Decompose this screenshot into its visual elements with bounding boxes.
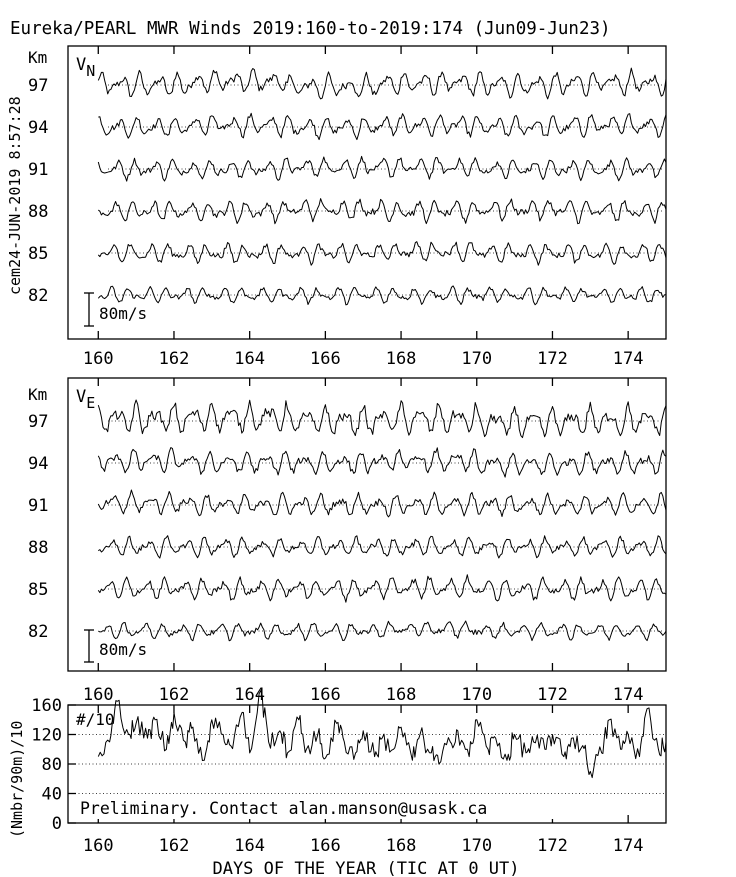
x-tick-label: 160 — [82, 836, 114, 856]
side-label: cem24-JUN-2019 8:57:28 — [6, 96, 24, 295]
altitude-label: 94 — [28, 454, 49, 474]
x-tick-label: 166 — [310, 685, 341, 705]
x-tick-label: 166 — [310, 836, 341, 856]
x-tick-label: 160 — [82, 685, 114, 705]
x-tick-label: 172 — [537, 685, 568, 705]
altitude-label: 82 — [28, 622, 49, 642]
scale-bar-ve-label: 80m/s — [99, 640, 148, 659]
x-tick-label: 164 — [234, 685, 266, 705]
x-tick-label: 172 — [537, 349, 568, 369]
x-tick-label: 168 — [385, 685, 417, 705]
y-tick-label: 40 — [41, 784, 62, 805]
altitude-label: 85 — [28, 580, 49, 600]
altitude-label: 85 — [28, 244, 49, 264]
x-tick-label: 160 — [82, 349, 114, 369]
panel-count-label: #/10 — [76, 710, 115, 729]
altitude-label: 88 — [28, 202, 49, 222]
panel-vn-label: VN — [76, 55, 96, 80]
altitude-label: 88 — [28, 538, 49, 558]
x-tick-label: 174 — [612, 836, 644, 856]
altitude-label: 97 — [28, 76, 49, 96]
x-tick-label: 162 — [158, 685, 190, 705]
altitude-label: 94 — [28, 118, 49, 138]
y-tick-label: 160 — [31, 696, 62, 716]
x-tick-label: 170 — [461, 685, 493, 705]
x-tick-label: 174 — [612, 685, 644, 705]
x-tick-label: 170 — [461, 349, 493, 369]
altitude-label: 91 — [28, 160, 49, 180]
x-tick-label: 162 — [158, 836, 190, 856]
panel-count-ylabel: (Nmbr/90m)/10 — [8, 720, 26, 838]
x-tick-label: 172 — [537, 836, 568, 856]
footer-note: Preliminary. Contact alan.manson@usask.ca — [80, 799, 488, 818]
x-tick-label: 162 — [158, 349, 190, 369]
x-tick-label: 174 — [612, 349, 644, 369]
x-axis-title: DAYS OF THE YEAR (TIC AT 0 UT) — [212, 859, 520, 877]
x-tick-label: 168 — [385, 349, 417, 369]
panel-ve-unit: Km — [28, 385, 48, 404]
x-tick-label: 164 — [234, 349, 266, 369]
scale-bar-vn-label: 80m/s — [99, 304, 148, 323]
x-tick-label: 170 — [461, 836, 493, 856]
panel-vn-unit: Km — [28, 48, 48, 67]
y-tick-label: 80 — [41, 755, 62, 775]
x-tick-label: 164 — [234, 836, 266, 856]
y-tick-label: 0 — [51, 814, 62, 834]
altitude-label: 82 — [28, 286, 49, 306]
x-tick-label: 166 — [310, 349, 341, 369]
y-tick-label: 120 — [31, 725, 62, 746]
panel-ve-label: VE — [76, 387, 96, 412]
altitude-label: 97 — [28, 412, 49, 432]
chart-title: Eureka/PEARL MWR Winds 2019:160-to-2019:174 (Jun09-Jun23) — [10, 19, 611, 39]
altitude-label: 91 — [28, 496, 49, 516]
x-tick-label: 168 — [385, 836, 417, 856]
